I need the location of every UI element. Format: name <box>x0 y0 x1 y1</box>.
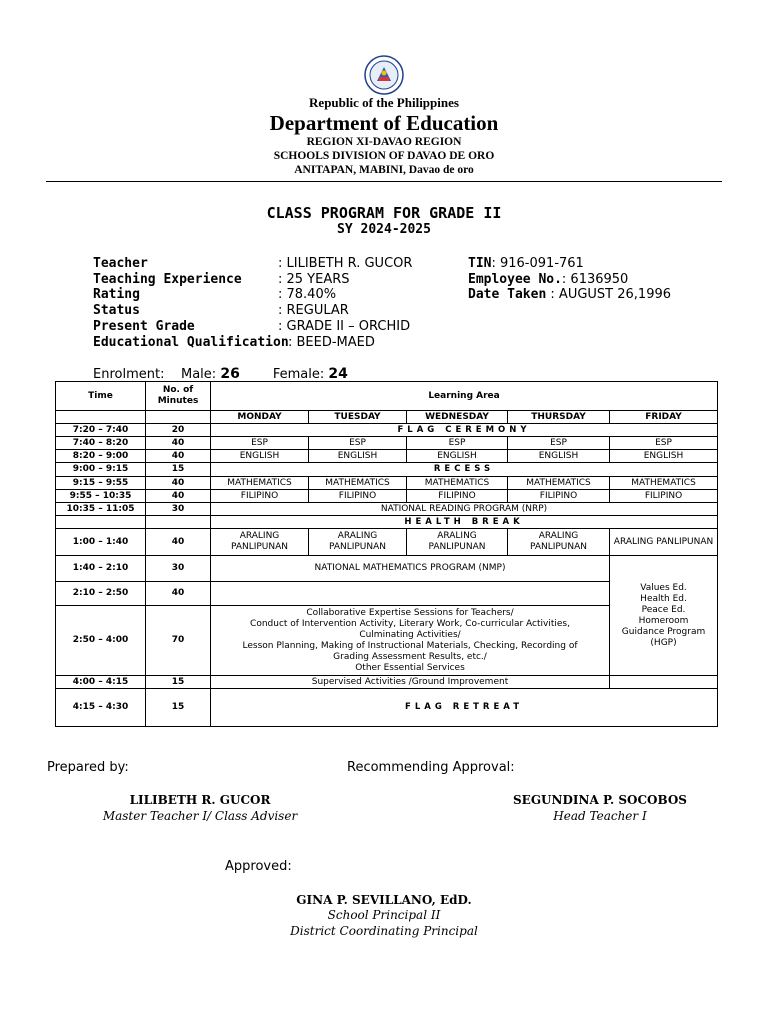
time-cell: 2:50 – 4:00 <box>56 606 146 676</box>
approved-name: GINA P. SEVILLANO, EdD. <box>296 893 472 907</box>
tin-row <box>468 256 584 271</box>
time-cell: 9:55 – 10:35 <box>56 490 146 503</box>
subject-cell: FILIPINO <box>309 490 407 503</box>
time-cell: 9:15 – 9:55 <box>56 477 146 490</box>
minutes-cell: 40 <box>146 529 211 556</box>
friday-line: Values Ed. <box>640 582 687 593</box>
subject-cell: ARALING PANLIPUNAN <box>211 529 309 556</box>
friday-homeroom-block <box>610 556 718 676</box>
activity-line: Culminating Activities/ <box>359 629 461 640</box>
recess: RECESS <box>211 463 718 477</box>
subject-cell: ENGLISH <box>610 450 718 463</box>
subject-cell: FILIPINO <box>407 490 508 503</box>
subject-cell: ENGLISH <box>407 450 508 463</box>
time-cell: 9:00 – 9:15 <box>56 463 146 477</box>
time-cell: 2:10 – 2:50 <box>56 582 146 606</box>
grade-value: : GRADE II – ORCHID <box>278 319 411 334</box>
header-time: Time <box>56 382 146 411</box>
subject-cell: ESP <box>211 437 309 450</box>
activity-line: Lesson Planning, Making of Instructional Materials, Checking, Recording of <box>242 640 578 651</box>
employee-label: Employee No. <box>468 272 562 287</box>
female-label: Female: <box>272 367 325 382</box>
day-wednesday: WEDNESDAY <box>407 411 508 424</box>
grade-label: Present Grade <box>93 319 195 334</box>
minutes-cell: 15 <box>146 689 211 727</box>
blank-cell <box>56 411 146 424</box>
subject-cell: ENGLISH <box>211 450 309 463</box>
minutes-cell: 30 <box>146 503 211 516</box>
subject-cell: ENGLISH <box>508 450 610 463</box>
header-division: SCHOOLS DIVISION OF DAVAO DE ORO <box>273 150 495 162</box>
date-taken-value: : AUGUST 26,1996 <box>550 287 672 302</box>
friday-line: (HGP) <box>650 637 677 648</box>
blank-cell <box>146 411 211 424</box>
program-title: CLASS PROGRAM FOR GRADE II <box>266 204 502 222</box>
minutes-cell: 40 <box>146 450 211 463</box>
subject-cell: MATHEMATICS <box>508 477 610 490</box>
status-label: Status <box>93 303 140 318</box>
teacher-label: Teacher <box>93 256 148 271</box>
friday-line: Guidance Program <box>621 626 706 637</box>
header-minutes: No. of Minutes <box>146 382 211 411</box>
teacher-value: : LILIBETH R. GUCOR <box>278 256 413 271</box>
day-tuesday: TUESDAY <box>309 411 407 424</box>
time-cell: 4:15 – 4:30 <box>56 689 146 727</box>
activity-line: Collaborative Expertise Sessions for Teachers/ <box>306 607 514 618</box>
recommending-name: SEGUNDINA P. SOCOBOS <box>513 793 687 807</box>
school-year: SY 2024-2025 <box>337 222 431 237</box>
minutes-cell: 40 <box>146 490 211 503</box>
health-break: HEALTH BREAK <box>211 516 718 529</box>
subject-cell: ESP <box>610 437 718 450</box>
blank-cell <box>56 516 146 529</box>
header-region: REGION XI-DAVAO REGION <box>306 136 462 148</box>
enrolment-label: Enrolment: <box>93 367 165 382</box>
activity-line: Other Essential Services <box>355 662 465 673</box>
header-divider <box>46 181 722 182</box>
time-cell: 4:00 – 4:15 <box>56 676 146 689</box>
minutes-cell: 40 <box>146 437 211 450</box>
experience-value: : 25 YEARS <box>278 272 350 287</box>
tin-label: TIN <box>468 256 492 271</box>
minutes-cell: 70 <box>146 606 211 676</box>
rating-label: Rating <box>93 287 140 302</box>
rating-value: : 78.40% <box>278 287 337 302</box>
time-cell: 7:20 – 7:40 <box>56 424 146 437</box>
recommending-position: Head Teacher I <box>553 809 647 823</box>
friday-line: Health Ed. <box>640 593 687 604</box>
activity-line: Conduct of Intervention Activity, Literary Work, Co-curricular Activities, <box>250 618 570 629</box>
male-label: Male: <box>181 367 217 382</box>
approved-label: Approved: <box>225 859 292 874</box>
qualification-label: Educational Qualification <box>93 335 289 350</box>
day-monday: MONDAY <box>211 411 309 424</box>
header-address: ANITAPAN, MABINI, Davao de oro <box>294 164 474 176</box>
supervised-activities: Supervised Activities /Ground Improvement <box>211 676 610 689</box>
date-taken-row <box>468 287 671 302</box>
deped-seal-icon <box>364 55 404 95</box>
time-cell: 8:20 – 9:00 <box>56 450 146 463</box>
subject-cell: MATHEMATICS <box>211 477 309 490</box>
minutes-cell: 40 <box>146 477 211 490</box>
male-count: 26 <box>220 366 240 382</box>
subject-cell: ARALING PANLIPUNAN <box>407 529 508 556</box>
time-cell: 1:40 – 2:10 <box>56 556 146 582</box>
flag-retreat: FLAG RETREAT <box>211 689 718 727</box>
schedule-table <box>55 381 718 727</box>
subject-cell: FILIPINO <box>610 490 718 503</box>
blank-cell <box>211 582 610 606</box>
subject-cell: ARALING PANLIPUNAN <box>309 529 407 556</box>
minutes-cell: 15 <box>146 463 211 477</box>
subject-cell: MATHEMATICS <box>610 477 718 490</box>
tin-value: : 916-091-761 <box>491 256 584 271</box>
header-learning-area: Learning Area <box>211 382 718 411</box>
subject-cell: ARALING PANLIPUNAN <box>610 529 718 556</box>
recommending-label: Recommending Approval: <box>347 760 515 775</box>
minutes-cell: 40 <box>146 582 211 606</box>
minutes-cell: 15 <box>146 676 211 689</box>
subject-cell: MATHEMATICS <box>309 477 407 490</box>
date-taken-label: Date Taken <box>468 287 547 302</box>
subject-cell: FILIPINO <box>211 490 309 503</box>
employee-value: : 6136950 <box>561 272 629 287</box>
prepared-name: LILIBETH R. GUCOR <box>129 793 271 807</box>
status-value: : REGULAR <box>278 303 349 318</box>
prepared-label: Prepared by: <box>47 760 129 775</box>
subject-cell: ARALING PANLIPUNAN <box>508 529 610 556</box>
friday-line: Peace Ed. <box>641 604 686 615</box>
subject-cell: ESP <box>309 437 407 450</box>
minutes-cell: 30 <box>146 556 211 582</box>
prepared-position: Master Teacher I/ Class Adviser <box>102 809 298 823</box>
qualification-value: : BEED-MAED <box>288 335 375 350</box>
header-republic: Republic of the Philippines <box>309 95 459 110</box>
time-cell: 1:00 – 1:40 <box>56 529 146 556</box>
enrolment <box>93 366 348 382</box>
math-program: NATIONAL MATHEMATICS PROGRAM (NMP) <box>211 556 610 582</box>
time-cell: 10:35 – 11:05 <box>56 503 146 516</box>
approved-position-1: School Principal II <box>327 908 441 922</box>
subject-cell: ESP <box>407 437 508 450</box>
female-count: 24 <box>328 366 348 382</box>
experience-label: Teaching Experience <box>93 272 242 287</box>
blank-cell <box>610 676 718 689</box>
reading-program: NATIONAL READING PROGRAM (NRP) <box>211 503 718 516</box>
time-cell: 7:40 – 8:20 <box>56 437 146 450</box>
activity-line: Grading Assessment Results, etc./ <box>333 651 487 662</box>
subject-cell: MATHEMATICS <box>407 477 508 490</box>
subject-cell: ESP <box>508 437 610 450</box>
day-thursday: THURSDAY <box>508 411 610 424</box>
blank-cell <box>146 516 211 529</box>
header-department: Department of Education <box>269 111 499 135</box>
employee-row <box>468 272 628 287</box>
teacher-activities <box>211 606 610 676</box>
subject-cell: ENGLISH <box>309 450 407 463</box>
friday-line: Homeroom <box>638 615 689 626</box>
approved-position-2: District Coordinating Principal <box>290 924 478 938</box>
subject-cell: FILIPINO <box>508 490 610 503</box>
day-friday: FRIDAY <box>610 411 718 424</box>
minutes-cell: 20 <box>146 424 211 437</box>
flag-ceremony: FLAG CEREMONY <box>211 424 718 437</box>
